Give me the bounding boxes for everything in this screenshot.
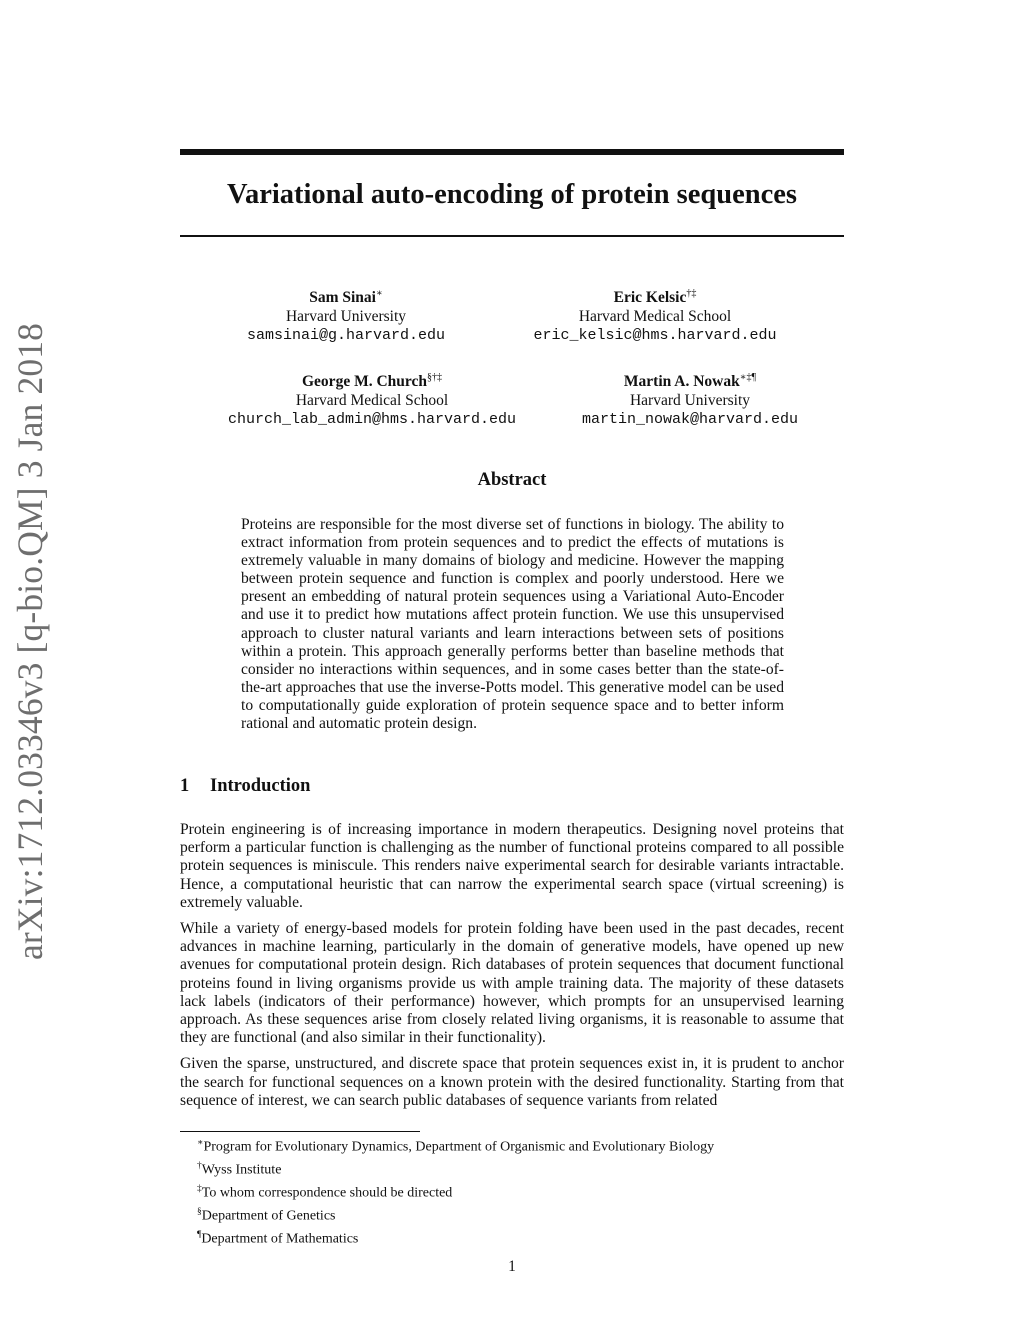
author-email[interactable]: eric_kelsic@hms.harvard.edu bbox=[533, 327, 777, 345]
footnote-rule bbox=[180, 1131, 420, 1132]
footnote bbox=[197, 1180, 837, 1203]
arxiv-identifier: arXiv:1712.03346v3 [q-bio.QM] 3 Jan 2018 bbox=[10, 322, 50, 960]
author-email[interactable]: martin_nowak@harvard.edu bbox=[581, 411, 799, 429]
footnote-text: To whom correspondence should be directed bbox=[201, 1185, 453, 1201]
footnote-mark: † bbox=[197, 1160, 202, 1171]
footnote bbox=[197, 1157, 837, 1180]
paragraph: Given the sparse, unstructured, and discrete space that protein sequences exist in, it is prudent to anchor the search for functional sequences on a known protein with the desired functionality. Starting from that sequence of interest, we can search public databases of sequence variants from related bbox=[180, 1055, 844, 1109]
author-block bbox=[520, 368, 860, 429]
page-number: 1 bbox=[508, 1258, 516, 1275]
author-block bbox=[176, 284, 516, 345]
title-rule-top bbox=[180, 149, 844, 155]
footnote-text: Department of Genetics bbox=[201, 1208, 336, 1224]
author-name: Sam Sinai bbox=[309, 289, 376, 307]
footnote bbox=[197, 1134, 837, 1157]
author-name: George M. Church bbox=[302, 373, 427, 391]
footnote-text: Wyss Institute bbox=[201, 1162, 282, 1178]
section-title: Introduction bbox=[210, 776, 311, 796]
author-affiliation: Harvard University bbox=[285, 308, 407, 326]
author-name: Eric Kelsic bbox=[613, 289, 687, 307]
author-block bbox=[202, 368, 542, 429]
section-number: 1 bbox=[180, 776, 190, 796]
paragraph: Protein engineering is of increasing importance in modern therapeutics. Designing novel proteins that perform a particular function is challenging as the number of functional proteins compared to all possible protein sequences is miniscule. This renders naive experimental search for desirable variants intractable. Hence, a computational heuristic that can narrow the experimental search space (virtual screening) is extremely valuable. bbox=[180, 821, 844, 911]
footnote-mark: § bbox=[197, 1206, 202, 1217]
paragraph: While a variety of energy-based models for protein folding have been used in the past decades, recent advances in machine learning, particularly in the domain of generative models, have opened up new avenues for computational protein design. Rich databases of protein sequences that document functional proteins found in living organisms provide us with ample training data. The majority of these datasets lack labels (indicators of their performance) however, which prompts for an unsupervised learning approach. As these sequences arise from closely related living organisms, it is reasonable to assume that they are functional (and also similar in their functionality). bbox=[180, 920, 844, 1047]
author-marks: †‡ bbox=[686, 288, 697, 299]
author-email[interactable]: church_lab_admin@hms.harvard.edu bbox=[227, 411, 517, 429]
author-name: Martin A. Nowak bbox=[623, 373, 740, 391]
footnote-mark: ‡ bbox=[197, 1183, 202, 1194]
author-affiliation: Harvard Medical School bbox=[578, 308, 732, 326]
footnote-text: Department of Mathematics bbox=[201, 1231, 359, 1247]
author-marks: ∗ bbox=[375, 288, 383, 299]
author-affiliation: Harvard University bbox=[629, 392, 751, 410]
abstract-heading: Abstract bbox=[477, 470, 547, 490]
paper-title: Variational auto-encoding of protein sequences bbox=[226, 179, 798, 210]
author-marks: §†‡ bbox=[426, 372, 442, 383]
author-block bbox=[485, 284, 825, 345]
body-text bbox=[180, 821, 844, 1118]
section-heading bbox=[180, 776, 310, 797]
footnote-text: Program for Evolutionary Dynamics, Department of Organismic and Evolutionary Biology bbox=[203, 1139, 715, 1155]
author-affiliation: Harvard Medical School bbox=[295, 392, 449, 410]
title-rule-bottom bbox=[180, 235, 844, 237]
footnote bbox=[197, 1203, 837, 1226]
author-email[interactable]: samsinai@g.harvard.edu bbox=[246, 327, 446, 345]
footnote bbox=[197, 1226, 837, 1249]
abstract-text: Proteins are responsible for the most diverse set of functions in biology. The ability to extract information from protein sequences and to predict the effects of mutations is extremely valuable in many domains of biology and medicine. However the mapping between protein sequence and function is complex and poorly understood. Here we present an embedding of natural protein sequences using a Variational Auto-Encoder and use it to predict how mutations affect protein function. We use this unsupervised approach to cluster natural variants and learn interactions between sets of positions within a protein. This approach generally performs better than baseline methods that consider no interactions within sequences, and in some cases better than the state-of-the-art approaches that use the inverse-Potts model. This generative model can be used to computationally guide exploration of protein sequence space and to better inform rational and automatic protein design. bbox=[241, 516, 784, 733]
footnote-mark: ∗ bbox=[197, 1138, 204, 1148]
author-marks: ∗‡¶ bbox=[739, 372, 757, 383]
footnotes bbox=[197, 1134, 837, 1249]
footnote-mark: ¶ bbox=[197, 1229, 202, 1240]
